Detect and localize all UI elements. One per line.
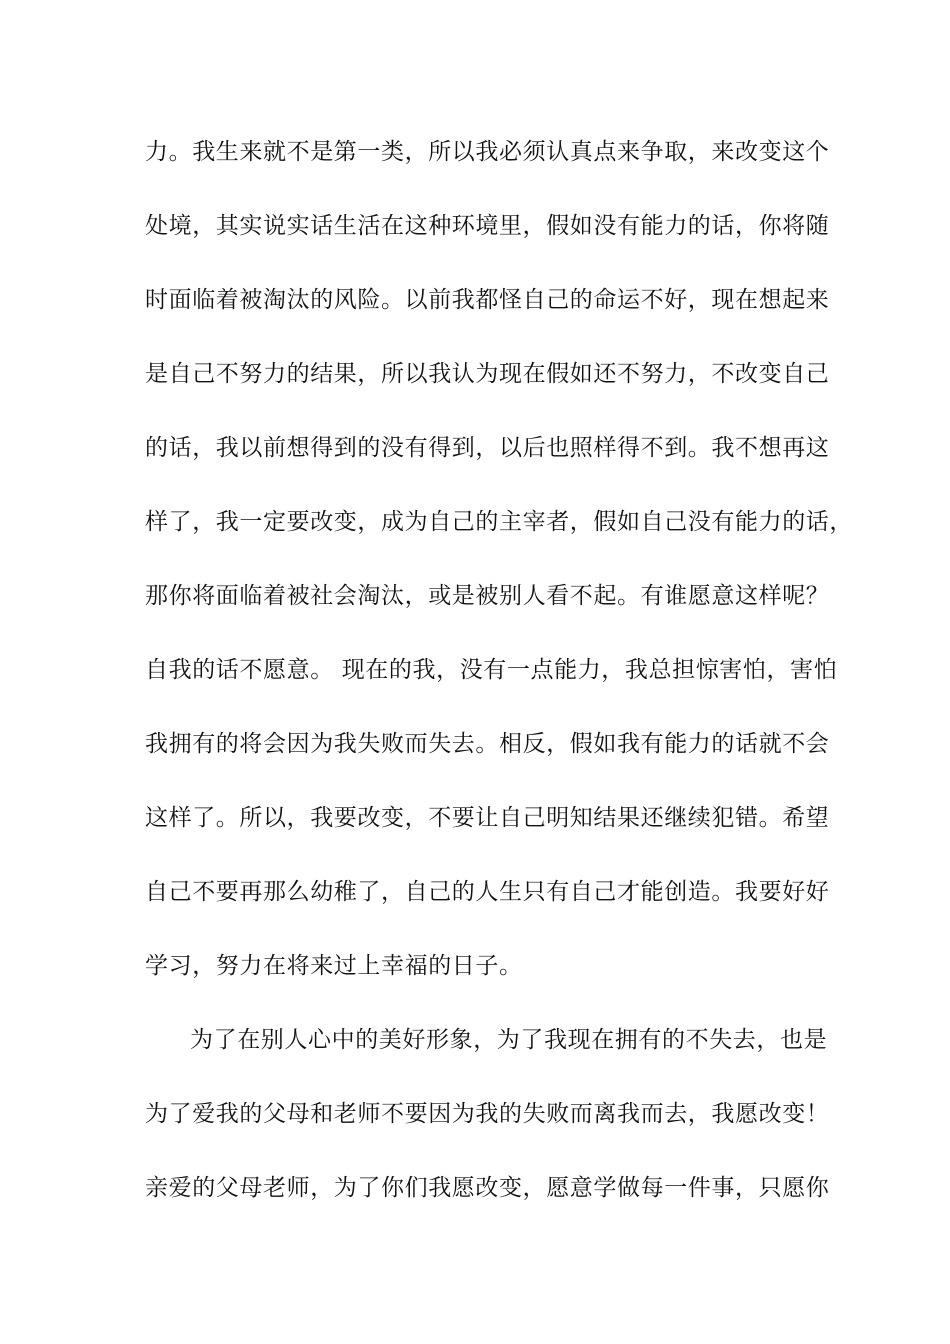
body-text bbox=[145, 129, 853, 1239]
text-line: 是自己不努力的结果，所以我认为现在假如还不努力，不改变自己 bbox=[145, 361, 830, 387]
text-line: 的话，我以前想得到的没有得到，以后也照样得不到。我不想再这 bbox=[145, 435, 830, 461]
text-line: 亲爱的父母老师，为了你们我愿改变，愿意学做每一件事，只愿你 bbox=[145, 1175, 830, 1201]
text-line: 力。我生来就不是第一类，所以我必须认真点来争取，来改变这个 bbox=[145, 139, 830, 165]
paragraph-start-line: 为了在别人心中的美好形象，为了我现在拥有的不失去，也是 bbox=[190, 1027, 828, 1053]
text-line: 我拥有的将会因为我失败而失去。相反，假如我有能力的话就不会 bbox=[145, 731, 830, 757]
text-line: 这样了。所以，我要改变，不要让自己明知结果还继续犯错。希望 bbox=[145, 805, 830, 831]
text-line: 时面临着被淘汰的风险。以前我都怪自己的命运不好，现在想起来 bbox=[145, 287, 830, 313]
text-line: 那你将面临着被社会淘汰，或是被别人看不起。有谁愿意这样呢？ bbox=[145, 583, 830, 609]
text-line: 自我的话不愿意。 现在的我，没有一点能力，我总担惊害怕，害怕 bbox=[145, 657, 838, 683]
text-line: 为了爱我的父母和老师不要因为我的失败而离我而去，我愿改变！ bbox=[145, 1101, 830, 1127]
text-line: 处境，其实说实话生活在这种环境里，假如没有能力的话，你将随 bbox=[145, 213, 830, 239]
text-line: 学习，努力在将来过上幸福的日子。 bbox=[145, 953, 523, 979]
text-line: 自己不要再那么幼稚了，自己的人生只有自己才能创造。我要好好 bbox=[145, 879, 830, 905]
text-line: 样了，我一定要改变，成为自己的主宰者，假如自己没有能力的话， bbox=[145, 509, 853, 535]
